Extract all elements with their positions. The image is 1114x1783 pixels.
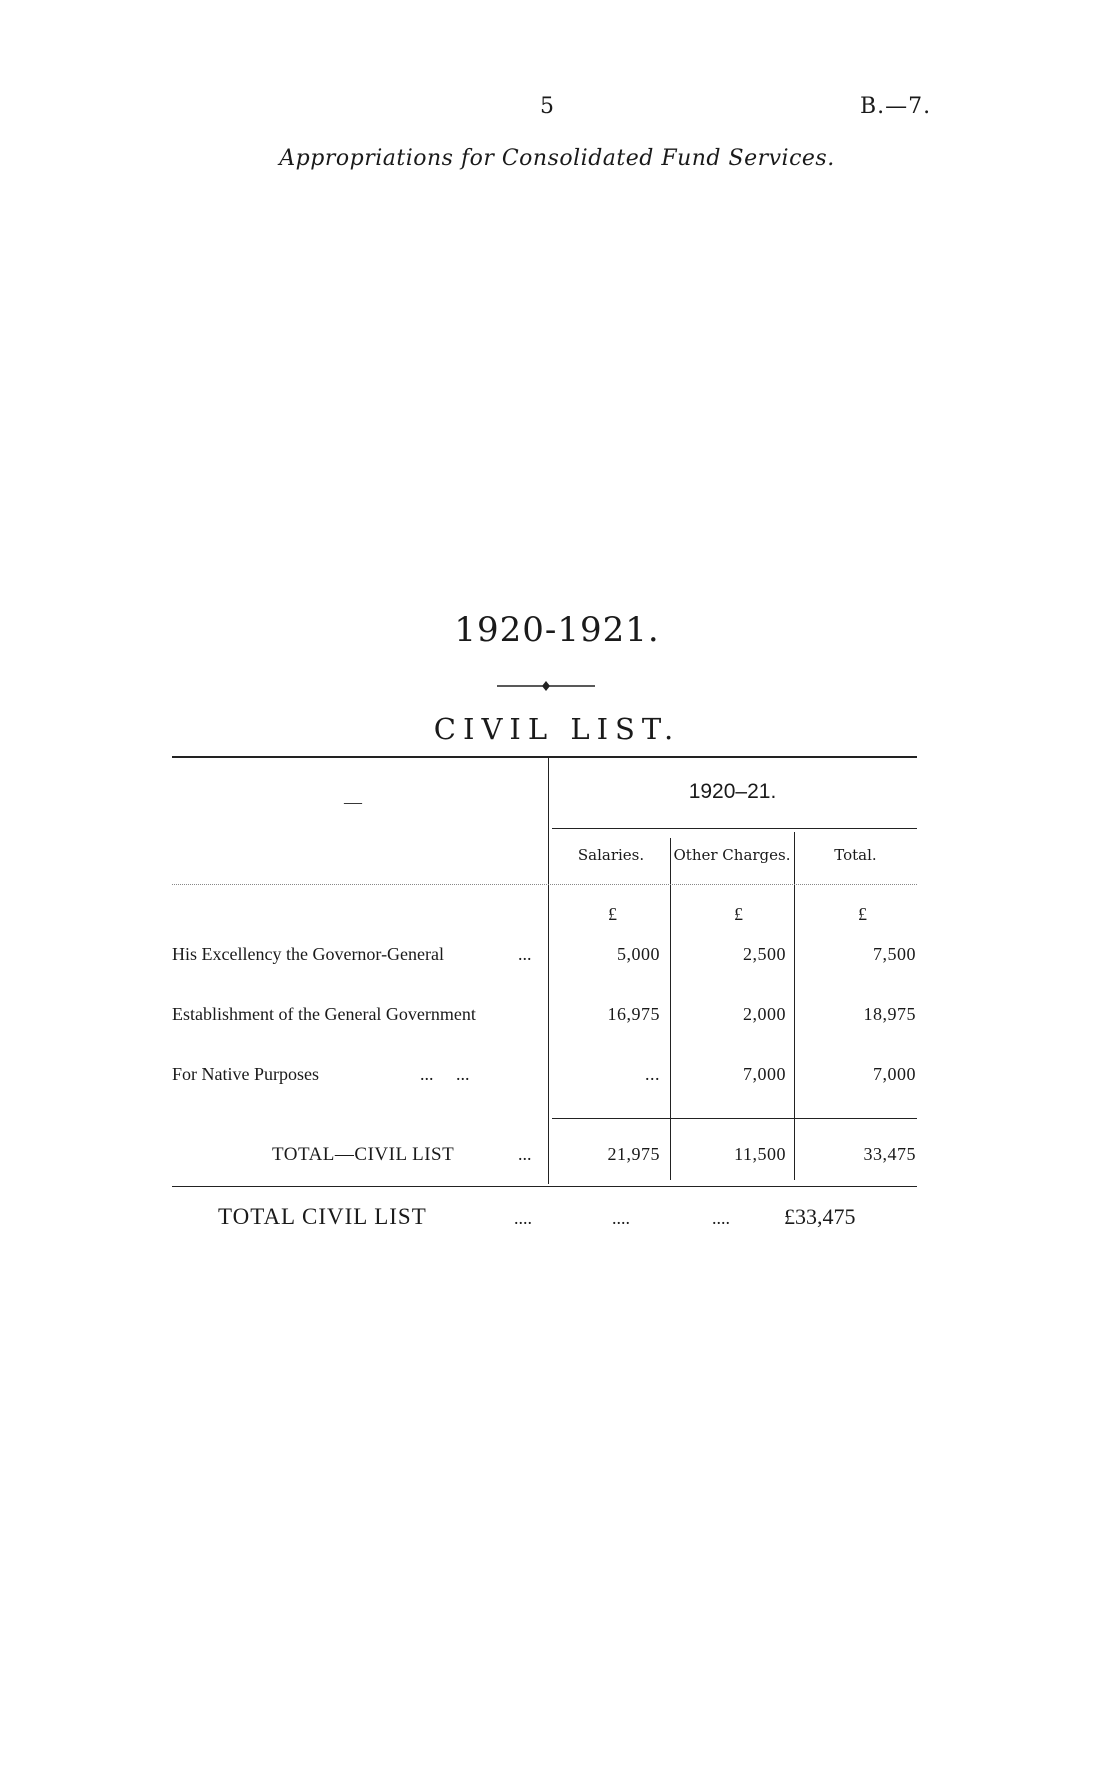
column-header-total: Total. (834, 846, 877, 864)
year-title: 1920-1921. (454, 610, 660, 650)
currency-total: £ (858, 904, 867, 924)
page-number: 5 (540, 94, 554, 119)
cell-total: 18,975 (863, 1004, 916, 1024)
row-leader: ... ... (420, 1064, 470, 1084)
cell-salaries: 16,975 (607, 1004, 660, 1024)
table-bottom-rule (172, 1186, 917, 1187)
row-label: His Excellency the Governor-General (172, 944, 445, 964)
cell-salaries: ... (645, 1064, 660, 1084)
section-title: CIVIL LIST. (433, 712, 681, 746)
stub-header: — (344, 792, 362, 812)
header-title: Appropriations for Consolidated Fund Services. (279, 146, 835, 171)
stub-divider (548, 756, 549, 1184)
column-header-salaries: Salaries. (577, 846, 645, 864)
cell-other-charges: 2,000 (743, 1004, 786, 1024)
total-label: TOTAL—CIVIL LIST (272, 1144, 455, 1165)
cell-salaries: 5,000 (617, 944, 660, 964)
cell-total: 7,500 (873, 944, 916, 964)
row-label: For Native Purposes (172, 1064, 319, 1084)
total-other-charges: 11,500 (734, 1144, 786, 1164)
currency-salaries: £ (608, 904, 617, 924)
header-rule (172, 884, 917, 885)
total-salaries: 21,975 (607, 1144, 660, 1164)
grand-total-amount: £33,475 (784, 1204, 856, 1229)
leader-dots: .... (514, 1208, 532, 1228)
document-reference: B.—7. (860, 94, 932, 119)
cell-other-charges: 2,500 (743, 944, 786, 964)
ornament-divider (497, 680, 595, 692)
cell-total: 7,000 (873, 1064, 916, 1084)
period-rule (552, 828, 917, 829)
subtotal-rule (552, 1118, 917, 1119)
col-divider-1 (670, 838, 671, 1180)
total-leader: ... (518, 1144, 532, 1164)
column-header-other-charges: Other Charges. (673, 846, 791, 864)
leader-dots: .... (712, 1208, 730, 1228)
grand-total-label: TOTAL CIVIL LIST (218, 1204, 427, 1229)
currency-other: £ (734, 904, 743, 924)
period-header: 1920–21. (688, 780, 777, 803)
row-label: Establishment of the General Government (172, 1004, 476, 1024)
total-total: 33,475 (863, 1144, 916, 1164)
table-top-rule (172, 756, 917, 758)
leader-dots: .... (612, 1208, 630, 1228)
row-leader: ... (518, 944, 532, 964)
cell-other-charges: 7,000 (743, 1064, 786, 1084)
